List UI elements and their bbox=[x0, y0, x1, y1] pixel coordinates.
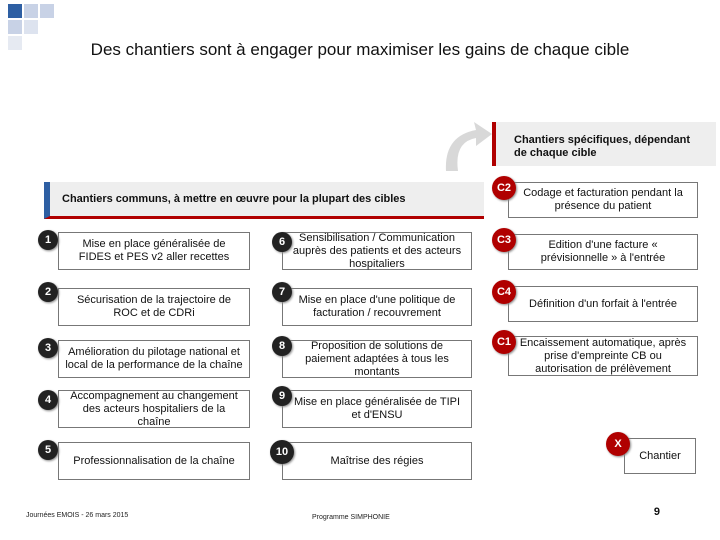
item-number-badge: 10 bbox=[270, 440, 294, 464]
footer-center: Programme SIMPHONIE bbox=[312, 514, 390, 521]
page-title: Des chantiers sont à engager pour maximiser les gains de chaque cible bbox=[90, 40, 630, 59]
item-number-badge: 5 bbox=[38, 440, 58, 460]
common-item-text: Professionnalisation de la chaîne bbox=[58, 442, 250, 480]
common-item-text: Mise en place d'une politique de facturation / recouvrement bbox=[282, 288, 472, 326]
specific-number-badge: C3 bbox=[492, 228, 516, 252]
specific-item-text: Encaissement automatique, après prise d'empreinte CB ou autorisation de prélèvement bbox=[508, 336, 698, 376]
item-number-badge: 6 bbox=[272, 232, 292, 252]
item-number-badge: 1 bbox=[38, 230, 58, 250]
common-item-text: Maîtrise des régies bbox=[282, 442, 472, 480]
item-number-badge: 9 bbox=[272, 386, 292, 406]
common-header bbox=[44, 182, 484, 219]
legend-badge: X bbox=[606, 432, 630, 456]
specific-number-badge: C1 bbox=[492, 330, 516, 354]
common-item-text: Mise en place généralisée de FIDES et PES v2 aller recettes bbox=[58, 232, 250, 270]
page-number: 9 bbox=[653, 506, 660, 518]
specific-number-badge: C2 bbox=[492, 176, 516, 200]
item-number-badge: 2 bbox=[38, 282, 58, 302]
item-number-badge: 7 bbox=[272, 282, 292, 302]
specific-item-text: Edition d'une facture « prévisionnelle » à l'entrée bbox=[508, 234, 698, 270]
common-item-text: Sensibilisation / Communication auprès des patients et des acteurs hospitaliers bbox=[282, 232, 472, 270]
specific-header bbox=[492, 122, 716, 166]
curved-arrow-icon bbox=[436, 116, 496, 176]
specific-header-label: Chantiers spécifiques, dépendant de chaque cible bbox=[514, 134, 691, 159]
specific-item-text: Définition d'un forfait à l'entrée bbox=[508, 286, 698, 322]
item-number-badge: 3 bbox=[38, 338, 58, 358]
common-item-text: Proposition de solutions de paiement adaptées à tous les montants bbox=[282, 340, 472, 378]
footer-left: Journées EMOIS - 26 mars 2015 bbox=[26, 512, 129, 519]
legend-label: Chantier bbox=[624, 438, 696, 474]
common-item-text: Amélioration du pilotage national et local de la performance de la chaîne bbox=[58, 340, 250, 378]
item-number-badge: 4 bbox=[38, 390, 58, 410]
common-item-text: Accompagnement au changement des acteurs hospitaliers de la chaîne bbox=[58, 390, 250, 428]
common-item-text: Mise en place généralisée de TIPI et d'ENSU bbox=[282, 390, 472, 428]
common-item-text: Sécurisation de la trajectoire de ROC et de CDRi bbox=[58, 288, 250, 326]
item-number-badge: 8 bbox=[272, 336, 292, 356]
specific-number-badge: C4 bbox=[492, 280, 516, 304]
specific-item-text: Codage et facturation pendant la présence du patient bbox=[508, 182, 698, 218]
common-header-label: Chantiers communs, à mettre en œuvre pour la plupart des cibles bbox=[62, 193, 406, 205]
